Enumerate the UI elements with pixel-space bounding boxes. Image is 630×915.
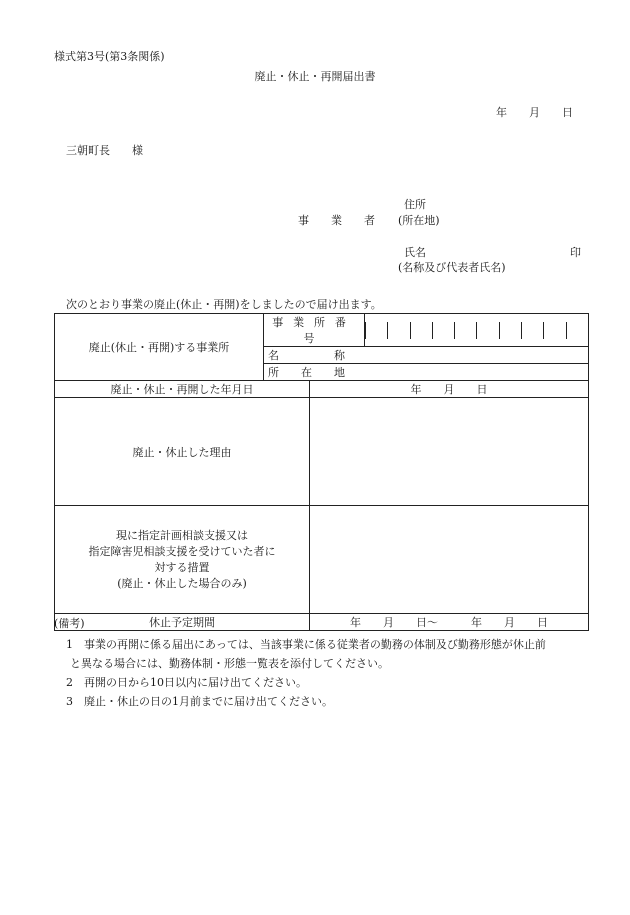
measures-line-4: (廃止・休止した場合のみ) (117, 576, 247, 590)
form-number: 様式第3号(第3条関係) (54, 50, 165, 63)
applicant-role: 事 業 者 (298, 214, 375, 227)
office-number-label (264, 314, 365, 347)
name-label: 氏名 (404, 246, 426, 259)
date-line: 年 月 日 (496, 106, 573, 119)
note-1-cont: と異なる場合には、勤務体制・形態一覧表を添付してください。 (70, 657, 389, 670)
measures-label (55, 506, 310, 614)
name-sub: (名称及び代表者氏名) (398, 261, 506, 274)
facility-name-row[interactable] (264, 347, 589, 364)
office-number-boxes[interactable] (365, 314, 589, 347)
period-label: 休止予定期間 (55, 614, 310, 631)
office-number-text: 事業所番号 (272, 316, 356, 345)
address-sub: (所在地) (398, 214, 440, 227)
notes-heading: (備考) (54, 617, 85, 630)
note-3: 3 廃止・休止の日の1月前までに届け出てください。 (66, 695, 333, 708)
note-1: 1 事業の再開に係る届出にあっては、当該事業に係る従業者の勤務の体制及び勤務形態が休止前 (66, 638, 546, 651)
measures-line-2: 指定障害児相談支援を受けていた者に (88, 544, 276, 558)
date-label: 廃止・休止・再開した年月日 (55, 381, 310, 398)
facility-location-label: 所 在 地 (268, 366, 345, 379)
address-label: 住所 (404, 198, 426, 211)
measures-line-1: 現に指定計画相談支援又は (116, 528, 248, 542)
period-value[interactable]: 年 月 日～ 年 月 日 (310, 614, 589, 631)
seal-mark: 印 (570, 246, 581, 259)
office-number-digits (365, 322, 588, 339)
date-value[interactable]: 年 月 日 (310, 381, 589, 398)
facility-location-row[interactable] (264, 364, 589, 381)
measures-line-3: 対する措置 (154, 560, 210, 574)
addressee: 三朝町長 様 (66, 144, 143, 157)
notification-table (54, 313, 589, 631)
intro-text: 次のとおり事業の廃止(休止・再開)をしましたので届け出ます。 (66, 298, 382, 311)
facility-label: 廃止(休止・再開)する事業所 (55, 314, 264, 381)
note-2: 2 再開の日から10日以内に届け出てください。 (66, 676, 307, 689)
measures-field[interactable] (310, 506, 589, 614)
reason-label: 廃止・休止した理由 (55, 398, 310, 506)
reason-field[interactable] (310, 398, 589, 506)
page-title: 廃止・休止・再開届出書 (254, 70, 376, 83)
facility-name-label: 名 称 (268, 349, 345, 362)
